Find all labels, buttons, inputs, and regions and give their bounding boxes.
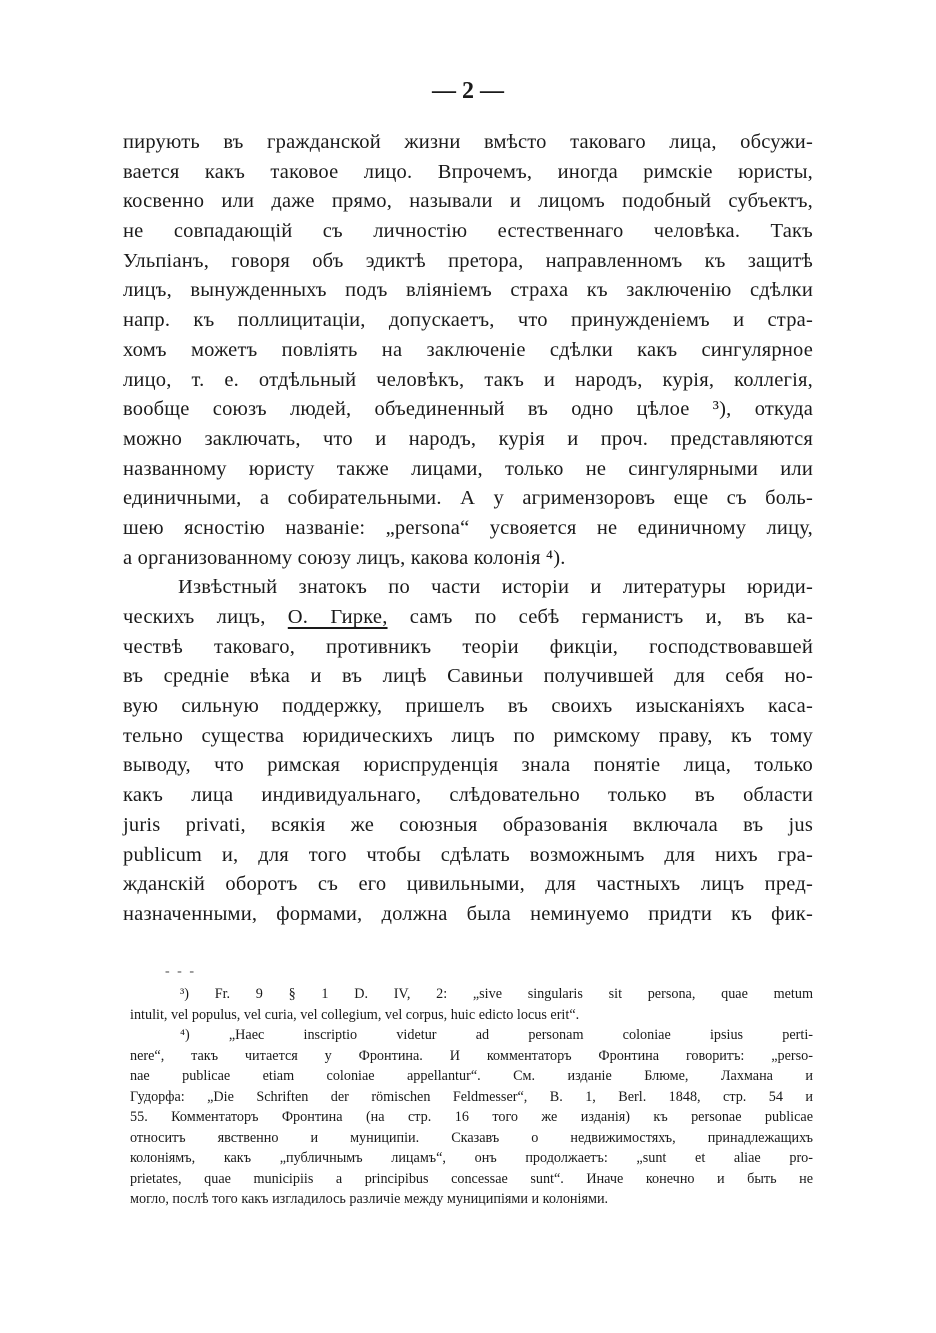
text-line: въ средніе вѣка и въ лицѣ Савиньи получившей для себя но-	[123, 665, 813, 688]
text-segment: ческихъ лицъ,	[123, 606, 288, 628]
text-line: назначенными, формами, должна была неминуемо придти къ фик-	[123, 902, 813, 925]
footnote-line: колоніямъ, какъ „публичнымъ лицамъ“, онъ продолжаетъ: „sunt et aliae pro-	[130, 1150, 813, 1166]
text-line: выводу, что римская юриспруденція знала понятіе лица, только	[123, 754, 813, 777]
footnote-line: 55. Комментаторъ Фронтина (на стр. 16 того же изданія) къ personae publicae	[130, 1109, 813, 1125]
text-line: вообще союзъ людей, объединенный въ одно цѣлое ³), откуда	[123, 398, 813, 421]
text-line: жданскій оборотъ съ его цивильными, для частныхъ лицъ пред-	[123, 873, 813, 896]
footnotes	[130, 984, 813, 1210]
text-segment: самъ по себѣ германистъ и, въ ка-	[387, 606, 813, 628]
footnote-line: nere“, такъ читается у Фронтина. И комментаторъ Фронтина говоритъ: „perso-	[130, 1047, 813, 1064]
text-line: какъ лица индивидуальнаго, слѣдовательно только въ области	[123, 784, 813, 807]
text-line: а организованному союзу лицъ, какова колонія ⁴).	[123, 546, 566, 569]
footnote-line: nae publicae etiam coloniae appellantur“. См. изданіе Блюме, Лахмана и	[130, 1068, 813, 1084]
text-line: хомъ можетъ повліять на заключеніе сдѣлки какъ сингулярное	[123, 338, 813, 361]
text-line: лицо, т. е. отдѣльный человѣкъ, такъ и народъ, курія, коллегія,	[123, 368, 813, 391]
paragraph-start-line: Извѣстный знатокъ по части исторіи и литературы юриди-	[178, 576, 813, 599]
text-line: вую сильную поддержку, пришелъ въ своихъ изысканіяхъ каса-	[123, 695, 813, 718]
footnote-line: ³) Fr. 9 § 1 D. IV, 2: „sive singularis sit persona, quae metum	[180, 986, 813, 1002]
page-number: — 2 —	[432, 78, 504, 104]
text-line: publicum и, для того чтобы сдѣлать возможнымъ для нихъ гра-	[123, 843, 813, 866]
underlined-author-name: О. Гирке,	[287, 606, 388, 628]
text-line: juris privati, всякія же союзныя образованія включала въ jus	[123, 813, 813, 836]
text-line: лицъ, вынужденныхъ подъ вліяніемъ страха къ заключенію сдѣлки	[123, 279, 813, 302]
text-line: названному юристу также лицами, только не сингулярными или	[123, 457, 813, 480]
text-line-with-name	[123, 603, 813, 633]
text-line: чествѣ таковаго, противникъ теоріи фикціи, господствовавшей	[123, 635, 813, 658]
text-line: не совпадающій съ личностію естественнаго человѣка. Такъ	[123, 220, 813, 243]
text-line: косвенно или даже прямо, называли и лицомъ подобный субъектъ,	[123, 190, 813, 213]
footnote-line: могло, послѣ того какъ изгладилось различіе между муниципіями и колоніями.	[130, 1191, 609, 1207]
text-line: вается какъ таковое лицо. Впрочемъ, иногда римскіе юристы,	[123, 160, 813, 183]
text-line: единичными, а собирательными. А у агримензоровъ еще съ боль-	[123, 487, 813, 510]
footnote-line: prietates, quae municipiis a principibus concessae sunt“. Иначе конечно и быть не	[130, 1170, 813, 1187]
body-text	[123, 128, 813, 930]
footnote-line: ⁴) „Haec inscriptio videtur ad personam coloniae ipsius perti-	[180, 1027, 813, 1043]
text-line: пирують въ гражданской жизни вмѣсто таковаго лица, обсужи-	[123, 131, 813, 153]
text-line: можно заключать, что и народъ, курія и проч. представляются	[123, 427, 813, 450]
text-line: напр. къ поллицитаціи, допускаетъ, что принужденіемъ и стра-	[123, 309, 813, 332]
footnote-separator: - - -	[165, 964, 196, 979]
footnote-line: относитъ явственно и муниципіи. Сказавъ о недвижимостяхъ, принадлежащихъ	[130, 1129, 813, 1146]
text-line: шею ясностію названіе: „persona“ усвояется не единичному лицу,	[123, 516, 813, 539]
footnote-line: Гудорфа: „Die Schriften der römischen Feldmesser“, B. 1, Berl. 1848, стр. 54 и	[130, 1088, 813, 1105]
text-line: тельно существа юридическихъ лицъ по римскому праву, къ тому	[123, 724, 813, 747]
text-line: Ульпіанъ, говоря объ эдиктѣ претора, направленномъ къ защитѣ	[123, 249, 813, 272]
footnote-line: intulit, vel populus, vel curia, vel collegium, vel corpus, huic edicto locus erit“.	[130, 1006, 580, 1023]
